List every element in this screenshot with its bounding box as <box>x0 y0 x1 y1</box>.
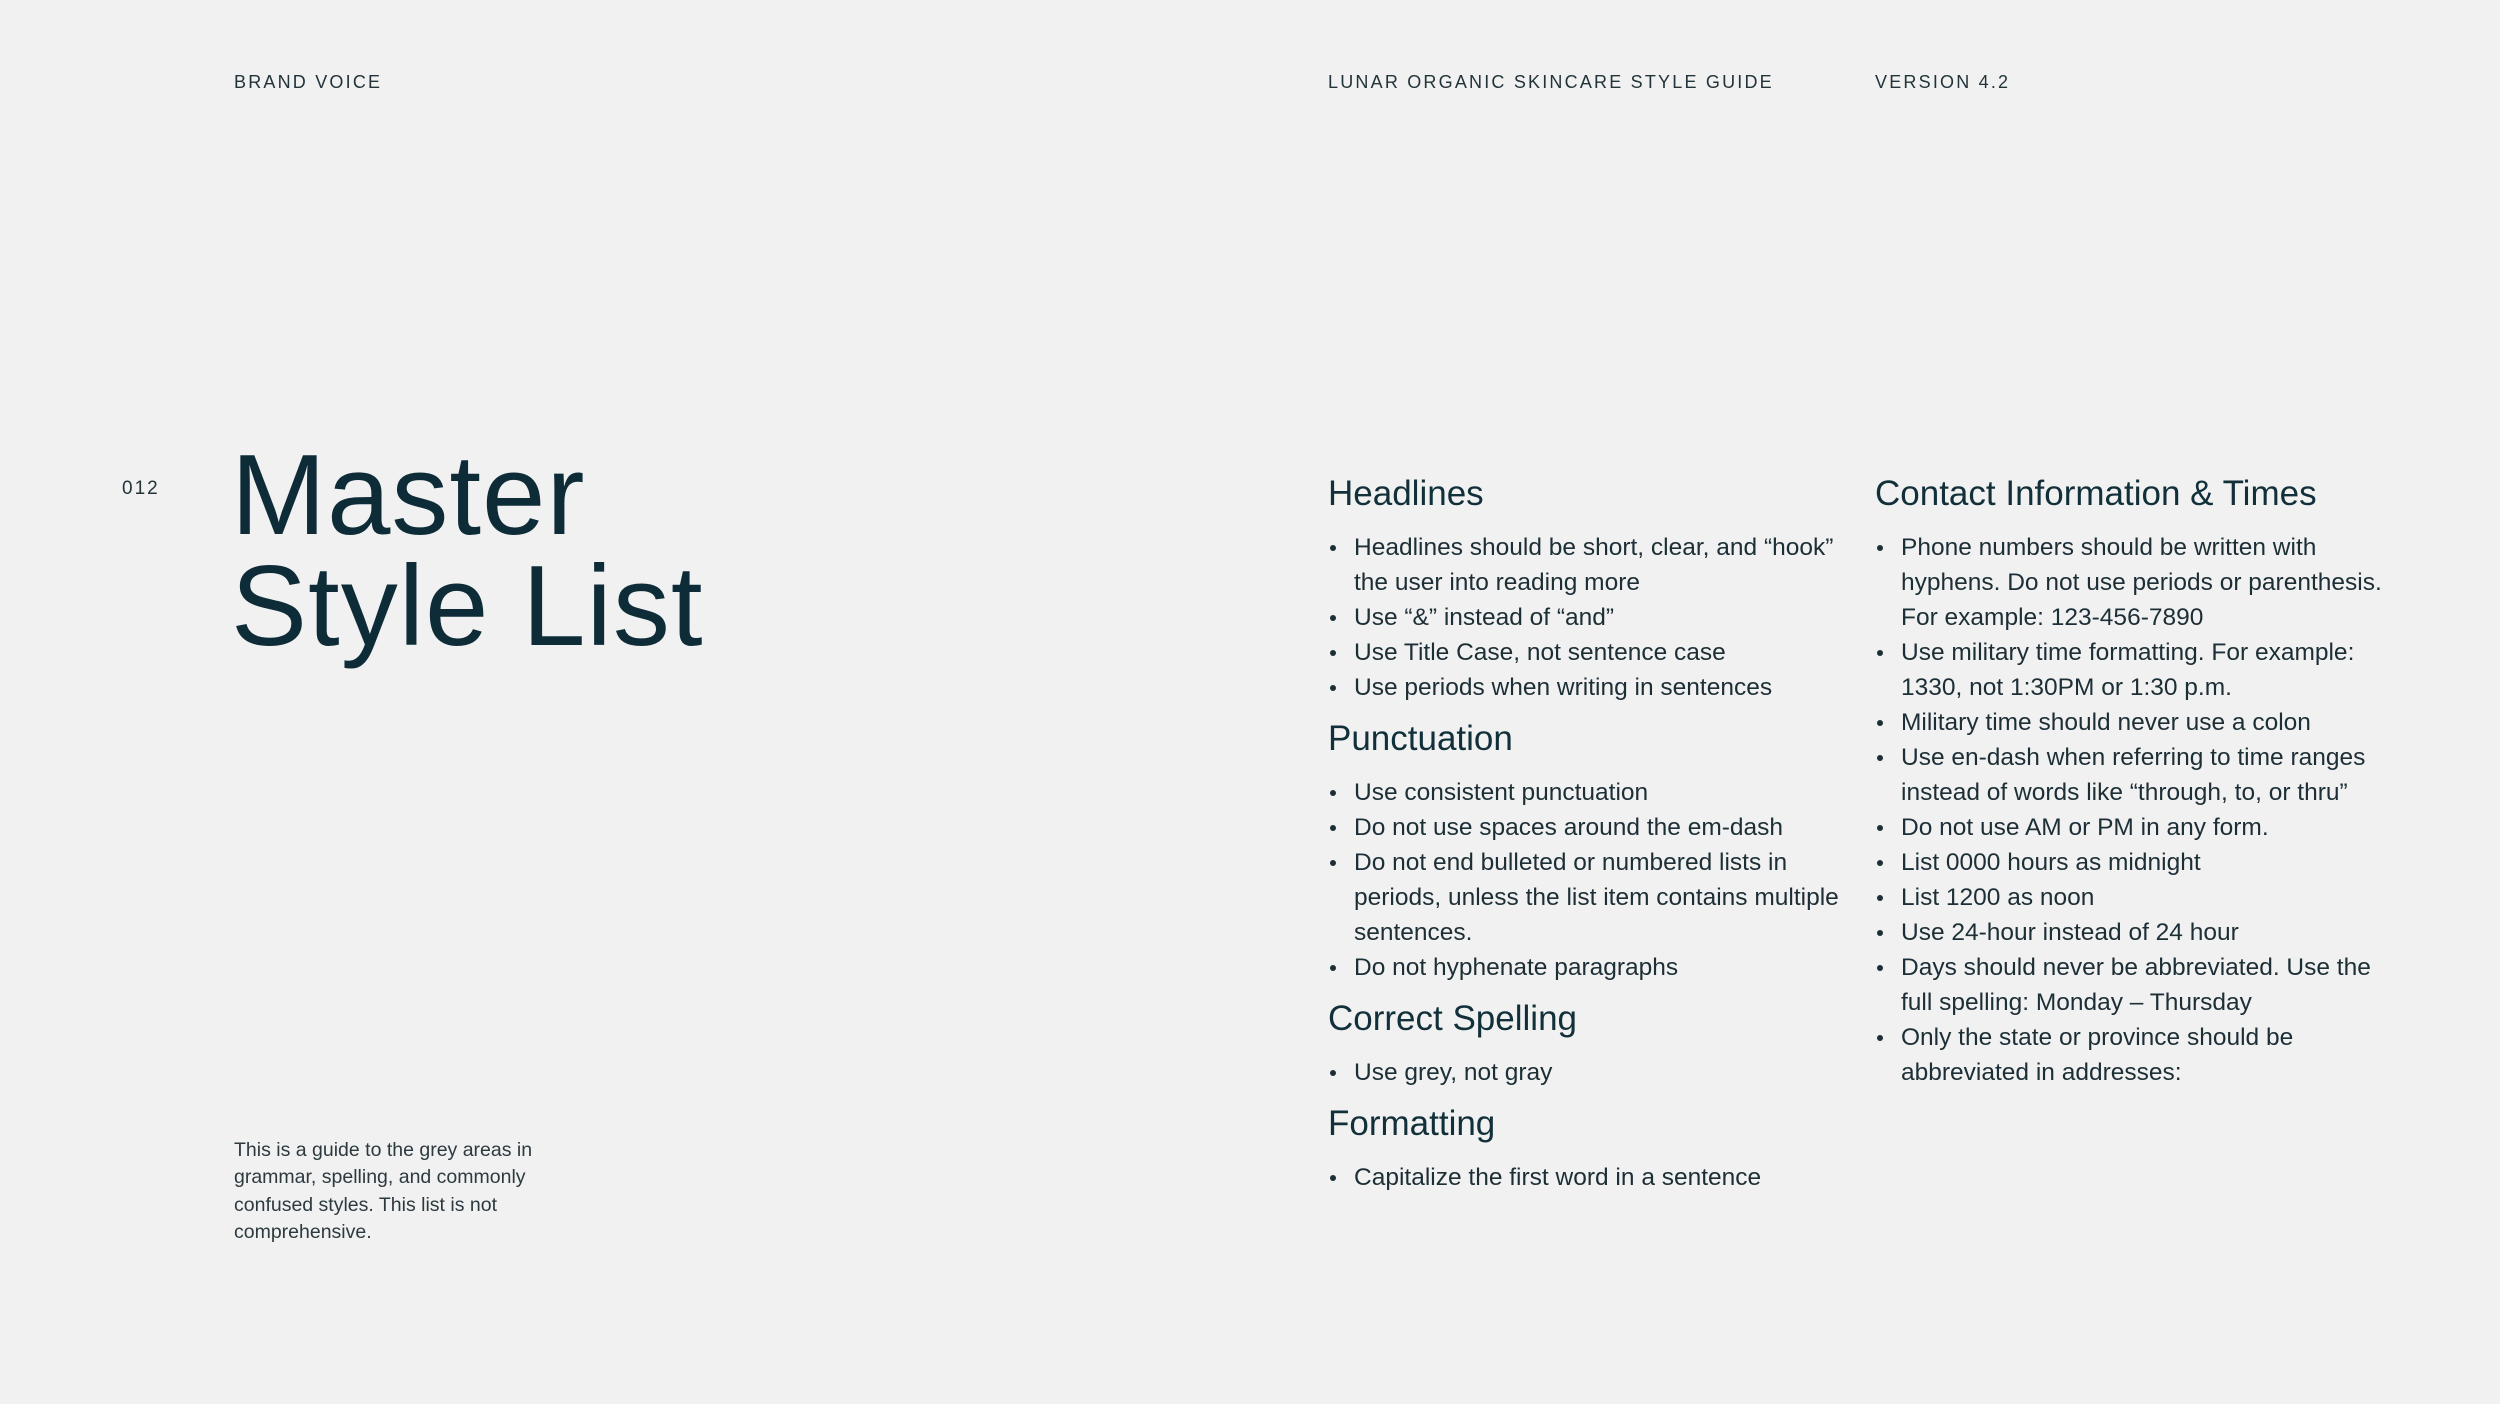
list-item: Days should never be abbreviated. Use the full spelling: Monday – Thursday <box>1875 950 2395 1020</box>
guide-title: LUNAR ORGANIC SKINCARE STYLE GUIDE <box>1328 72 1774 92</box>
page-title <box>231 432 704 670</box>
bullet-list <box>1328 530 1848 705</box>
list-item: Use en-dash when referring to time ranges instead of words like “through, to, or thru” <box>1875 740 2395 810</box>
section-formatting <box>1328 1102 1848 1195</box>
bullet-list <box>1328 775 1848 985</box>
section-heading: Formatting <box>1328 1104 1496 1143</box>
list-item: Military time should never use a colon <box>1875 705 2395 740</box>
section-headlines <box>1328 472 1848 705</box>
list-item: Capitalize the first word in a sentence <box>1328 1160 1848 1195</box>
section-heading: Headlines <box>1328 474 1484 513</box>
list-item: Do not end bulleted or numbered lists in periods, unless the list item contains multiple sentences. <box>1328 845 1848 950</box>
list-item: Use Title Case, not sentence case <box>1328 635 1848 670</box>
list-item: Do not use AM or PM in any form. <box>1875 810 2395 845</box>
list-item: List 0000 hours as midnight <box>1875 845 2395 880</box>
bullet-list <box>1328 1160 1848 1195</box>
page-title-line-2: Style List <box>231 543 704 670</box>
section-heading: Contact Information & Times <box>1875 474 2317 513</box>
version-label: VERSION 4.2 <box>1875 72 2011 92</box>
list-item: List 1200 as noon <box>1875 880 2395 915</box>
list-item: Do not use spaces around the em-dash <box>1328 810 1848 845</box>
list-item: Use periods when writing in sentences <box>1328 670 1848 705</box>
list-item: Use military time formatting. For example: 1330, not 1:30PM or 1:30 p.m. <box>1875 635 2395 705</box>
bullet-list <box>1875 530 2395 1090</box>
section-contact-information-times <box>1875 472 2395 1090</box>
page-title-line-1: Master <box>231 432 586 559</box>
section-heading: Correct Spelling <box>1328 999 1577 1038</box>
bullet-list <box>1328 1055 1848 1090</box>
section-correct-spelling <box>1328 997 1848 1090</box>
page-number: 012 <box>122 478 160 499</box>
section-label: BRAND VOICE <box>234 72 383 92</box>
list-item: Phone numbers should be written with hyphens. Do not use periods or parenthesis. For example: 123-456-7890 <box>1875 530 2395 635</box>
list-item: Use “&” instead of “and” <box>1328 600 1848 635</box>
section-punctuation <box>1328 717 1848 985</box>
list-item: Use consistent punctuation <box>1328 775 1848 810</box>
list-item: Do not hyphenate paragraphs <box>1328 950 1848 985</box>
list-item: Use 24-hour instead of 24 hour <box>1875 915 2395 950</box>
list-item: Use grey, not gray <box>1328 1055 1848 1090</box>
style-rules-column-right <box>1875 472 2395 1090</box>
list-item: Headlines should be short, clear, and “hook” the user into reading more <box>1328 530 1848 600</box>
list-item: Only the state or province should be abbreviated in addresses: <box>1875 1020 2395 1090</box>
intro-text: This is a guide to the grey areas in grammar, spelling, and commonly confused styles. This list is not comprehensive. <box>234 1138 533 1243</box>
style-rules-column-middle <box>1328 472 1848 1195</box>
section-heading: Punctuation <box>1328 719 1513 758</box>
